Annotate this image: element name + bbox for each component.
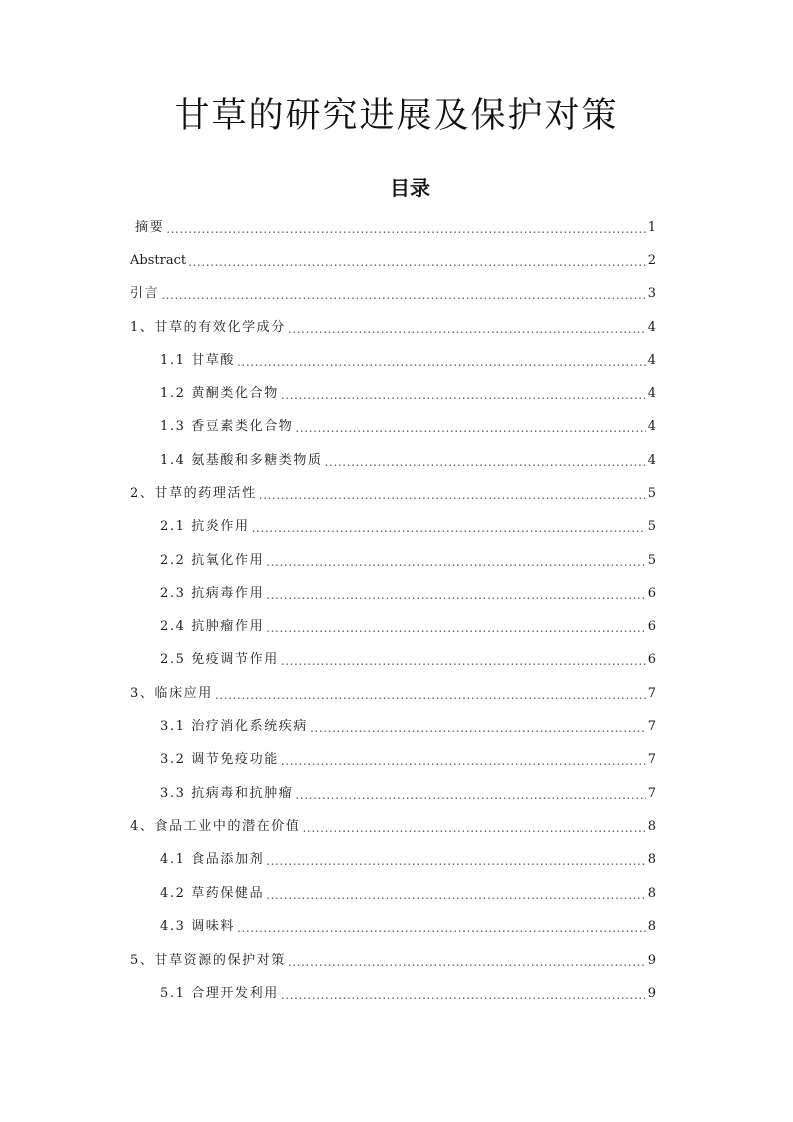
toc-entry-section-4[interactable] xyxy=(130,816,656,838)
toc-entry-page: 8 xyxy=(647,819,656,834)
toc-entry-introduction[interactable] xyxy=(130,283,656,305)
toc-entry-section-1-3[interactable] xyxy=(160,416,656,438)
toc-entry-section-3-1[interactable] xyxy=(160,716,656,738)
toc-entry-label: 2.1 抗炎作用 xyxy=(160,519,250,534)
toc-entry-page: 4 xyxy=(647,353,656,368)
dot-leader xyxy=(302,818,645,838)
toc-entry-label: 2.3 抗病毒作用 xyxy=(160,586,265,601)
dot-leader xyxy=(166,219,646,239)
toc-entry-label: 摘要 xyxy=(135,220,165,235)
toc-entry-page: 5 xyxy=(647,519,656,534)
toc-entry-label: 1.3 香豆素类化合物 xyxy=(160,419,294,434)
dot-leader xyxy=(161,285,646,305)
toc-entry-label: 2.2 抗氧化作用 xyxy=(160,553,265,568)
toc-entry-label: 1.1 甘草酸 xyxy=(160,353,236,368)
dot-leader xyxy=(252,518,646,538)
dot-leader xyxy=(281,651,646,671)
toc-entry-label: 5、甘草资源的保护对策 xyxy=(130,953,286,968)
toc-entry-page: 8 xyxy=(647,886,656,901)
toc-entry-page: 7 xyxy=(647,686,656,701)
toc-entry-section-1-4[interactable] xyxy=(160,450,656,472)
toc-entry-label: 2、甘草的药理活性 xyxy=(130,486,257,501)
toc-entry-page: 8 xyxy=(647,852,656,867)
toc-entry-page: 3 xyxy=(647,286,656,301)
toc-entry-label: 5.1 合理开发利用 xyxy=(160,986,279,1001)
toc-entry-label: 3.1 治疗消化系统疾病 xyxy=(160,719,309,734)
toc-entry-label: 2.5 免疫调节作用 xyxy=(160,652,279,667)
toc-entry-label: 1.2 黄酮类化合物 xyxy=(160,386,279,401)
toc-entry-label: 4、食品工业中的潜在价值 xyxy=(130,819,301,834)
toc-entry-section-4-2[interactable] xyxy=(160,883,656,905)
toc-entry-label: 1.4 氨基酸和多糖类物质 xyxy=(160,453,323,468)
toc-entry-label: 引言 xyxy=(130,286,160,301)
toc-entry-page: 2 xyxy=(647,253,656,268)
dot-leader xyxy=(215,685,646,705)
toc-entry-section-5-1[interactable] xyxy=(160,983,656,1005)
toc-entry-label: 3、临床应用 xyxy=(130,686,213,701)
dot-leader xyxy=(259,485,646,505)
toc-entry-label: 1、甘草的有效化学成分 xyxy=(130,320,286,335)
toc-entry-page: 4 xyxy=(647,419,656,434)
toc-entry-section-2-2[interactable] xyxy=(160,550,656,572)
toc-entry-page: 9 xyxy=(647,986,656,1001)
toc-entry-page: 5 xyxy=(647,553,656,568)
toc-entry-section-2-1[interactable] xyxy=(160,516,656,538)
toc-entry-label: 4.2 草药保健品 xyxy=(160,886,265,901)
toc-entry-page: 7 xyxy=(647,786,656,801)
toc-entry-page: 4 xyxy=(647,320,656,335)
toc-entry-label: 3.3 抗病毒和抗肿瘤 xyxy=(160,786,294,801)
toc-entry-section-2[interactable] xyxy=(130,483,656,505)
dot-leader xyxy=(266,885,646,905)
dot-leader xyxy=(295,785,645,805)
document-title: 甘草的研究进展及保护对策 xyxy=(174,96,619,136)
toc-entry-section-2-4[interactable] xyxy=(160,616,656,638)
toc-entry-page: 4 xyxy=(647,453,656,468)
toc-entry-abstract-cn[interactable] xyxy=(135,217,656,239)
toc-entry-page: 9 xyxy=(647,953,656,968)
toc-entry-section-2-5[interactable] xyxy=(160,649,656,671)
dot-leader xyxy=(188,252,646,272)
toc-entry-page: 7 xyxy=(647,719,656,734)
dot-leader xyxy=(281,751,646,771)
toc-entry-label: 4.3 调味料 xyxy=(160,919,236,934)
toc-entry-page: 4 xyxy=(647,386,656,401)
toc-entry-section-4-1[interactable] xyxy=(160,849,656,871)
toc-entry-label: 2.4 抗肿瘤作用 xyxy=(160,619,265,634)
dot-leader xyxy=(237,352,646,372)
dot-leader xyxy=(266,585,646,605)
toc-entry-page: 6 xyxy=(647,586,656,601)
dot-leader xyxy=(281,985,646,1005)
toc-entry-label: 3.2 调节免疫功能 xyxy=(160,752,279,767)
toc-entry-page: 7 xyxy=(647,752,656,767)
dot-leader xyxy=(266,851,646,871)
dot-leader xyxy=(237,918,646,938)
toc-entry-label: 4.1 食品添加剂 xyxy=(160,852,265,867)
toc-entry-page: 6 xyxy=(647,619,656,634)
toc-entry-page: 5 xyxy=(647,486,656,501)
toc-entry-section-2-3[interactable] xyxy=(160,583,656,605)
toc-entry-section-3[interactable] xyxy=(130,683,656,705)
dot-leader xyxy=(295,418,645,438)
dot-leader xyxy=(288,952,646,972)
dot-leader xyxy=(325,452,646,472)
toc-entry-section-3-2[interactable] xyxy=(160,749,656,771)
dot-leader xyxy=(266,618,646,638)
toc-entry-label: Abstract xyxy=(130,253,187,268)
toc-heading: 目录 xyxy=(390,176,430,200)
toc-entry-page: 8 xyxy=(647,919,656,934)
toc-entry-abstract-en[interactable] xyxy=(130,250,656,272)
toc-entry-section-1-1[interactable] xyxy=(160,350,656,372)
dot-leader xyxy=(281,385,646,405)
dot-leader xyxy=(310,718,646,738)
toc-entry-section-1[interactable] xyxy=(130,317,656,339)
dot-leader xyxy=(288,319,646,339)
dot-leader xyxy=(266,552,646,572)
toc-entry-section-5[interactable] xyxy=(130,950,656,972)
toc-entry-section-3-3[interactable] xyxy=(160,783,656,805)
toc-entry-page: 1 xyxy=(647,220,656,235)
toc-entry-page: 6 xyxy=(647,652,656,667)
toc-entry-section-4-3[interactable] xyxy=(160,916,656,938)
toc-entry-section-1-2[interactable] xyxy=(160,383,656,405)
